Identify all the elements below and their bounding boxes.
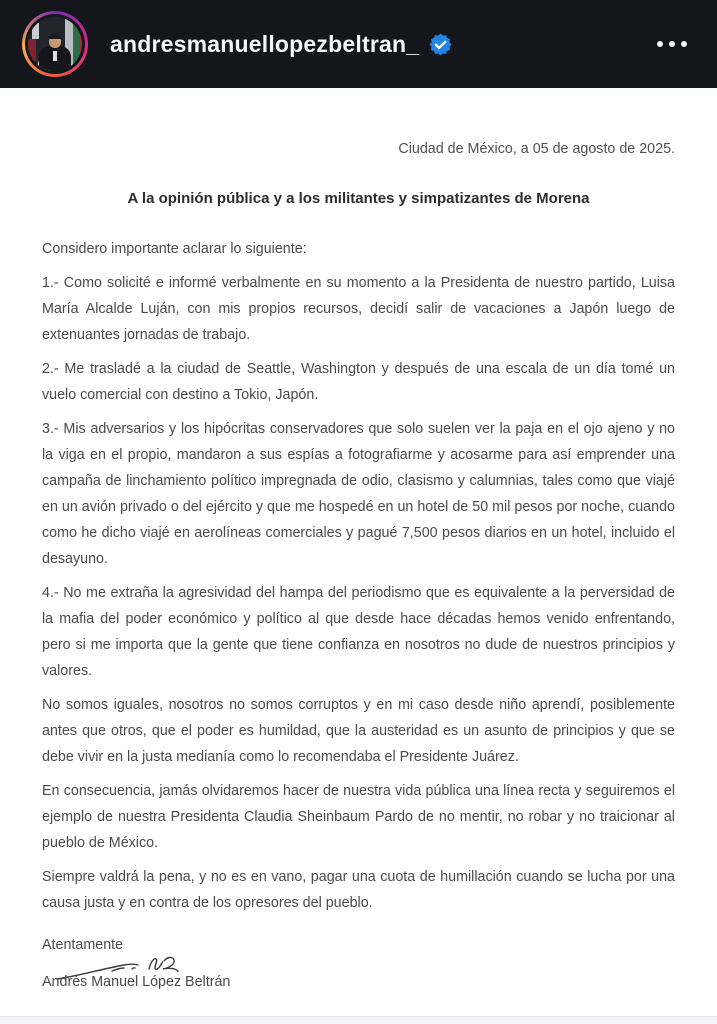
more-options-dot [681, 41, 687, 47]
letter-document [0, 88, 717, 1016]
footer-strip [0, 1016, 717, 1024]
avatar-background-shape [28, 39, 36, 61]
more-options-button[interactable] [657, 35, 687, 53]
avatar-photo [28, 17, 82, 71]
letter-paragraph-6: En consecuencia, jamás olvidaremos hacer de nuestra vida pública una línea recta y seguiremos el ejemplo de nuestra Presidenta Claudia Sheinbaum Pardo de no mentir, no robar y no traicionar al pueblo de México. [42, 783, 675, 851]
letter-closing: Atentamente [42, 937, 124, 953]
post-header [0, 0, 717, 88]
username[interactable]: andresmanuellopezbeltran_ [110, 30, 420, 57]
letter-paragraph-1: 1.- Como solicité e informé verbalmente en su momento a la Presidenta de nuestro partido, Luisa María Alcalde Luján, con mis propios recursos, decidí salir de vacaciones a Japón luego de extenuantes jornadas de trabajo. [42, 275, 675, 343]
signatory-name: Andrés Manuel López Beltrán [42, 974, 231, 990]
letter-paragraph-7: Siempre valdrá la pena, y no es en vano, pagar una cuota de humillación cuando se lucha por una causa justa y en contra de los opresores del pueblo. [42, 869, 675, 911]
letter-paragraph-3: 3.- Mis adversarios y los hipócritas conservadores que solo suelen ver la paja en el ojo ajeno y no la viga en el propio, mandaron a sus espías a fotografiarme y acosarme para así emprender una campaña de linchamiento político impregnada de odio, clasismo y calumnias, tales como que viajé en un avión privado o del ejército y que me hospedé en un hotel de 50 mil pesos por noche, cuando como he dicho viajé en aerolíneas comerciales y pagué 7,500 pesos diarios en un hotel, incluido el desayuno. [42, 421, 675, 567]
avatar-background-shape [32, 23, 39, 39]
letter-title: A la opinión pública y a los militantes y simpatizantes de Morena [127, 190, 590, 207]
avatar-story-ring-gap [25, 14, 85, 74]
letter-paragraph-5: No somos iguales, nosotros no somos corruptos y en mi caso desde niño aprendí, posiblemente antes que otros, que el poder es humildad, que la austeridad es un asunto de principios y que se debe vivir en la justa medianía como lo recomendaba el Presidente Juárez. [42, 697, 675, 765]
letter-intro: Considero importante aclarar lo siguiente: [42, 241, 307, 257]
letter-paragraph-4: 4.- No me extraña la agresividad del hampa del periodismo que es equivalente a la perversidad de la mafia del poder económico y político al que desde hace décadas hemos venido enfrentando, pero si me importa que la gente que tiene confianza en nosotros no dude de nuestros principios y valores. [42, 585, 675, 679]
more-options-dot [669, 41, 675, 47]
more-options-dot [657, 41, 663, 47]
profile-avatar[interactable] [22, 11, 88, 77]
signature-block [42, 932, 675, 995]
verified-icon [429, 33, 452, 56]
avatar-person-hair [49, 33, 61, 39]
letter-paragraph-2: 2.- Me trasladé a la ciudad de Seattle, Washington y después de una escala de un día tomé un vuelo comercial con destino a Tokio, Japón. [42, 361, 675, 403]
letter-dateline: Ciudad de México, a 05 de agosto de 2025. [398, 141, 675, 157]
avatar-flag-red-stripe [79, 17, 82, 71]
avatar-person-shirt [53, 51, 57, 61]
